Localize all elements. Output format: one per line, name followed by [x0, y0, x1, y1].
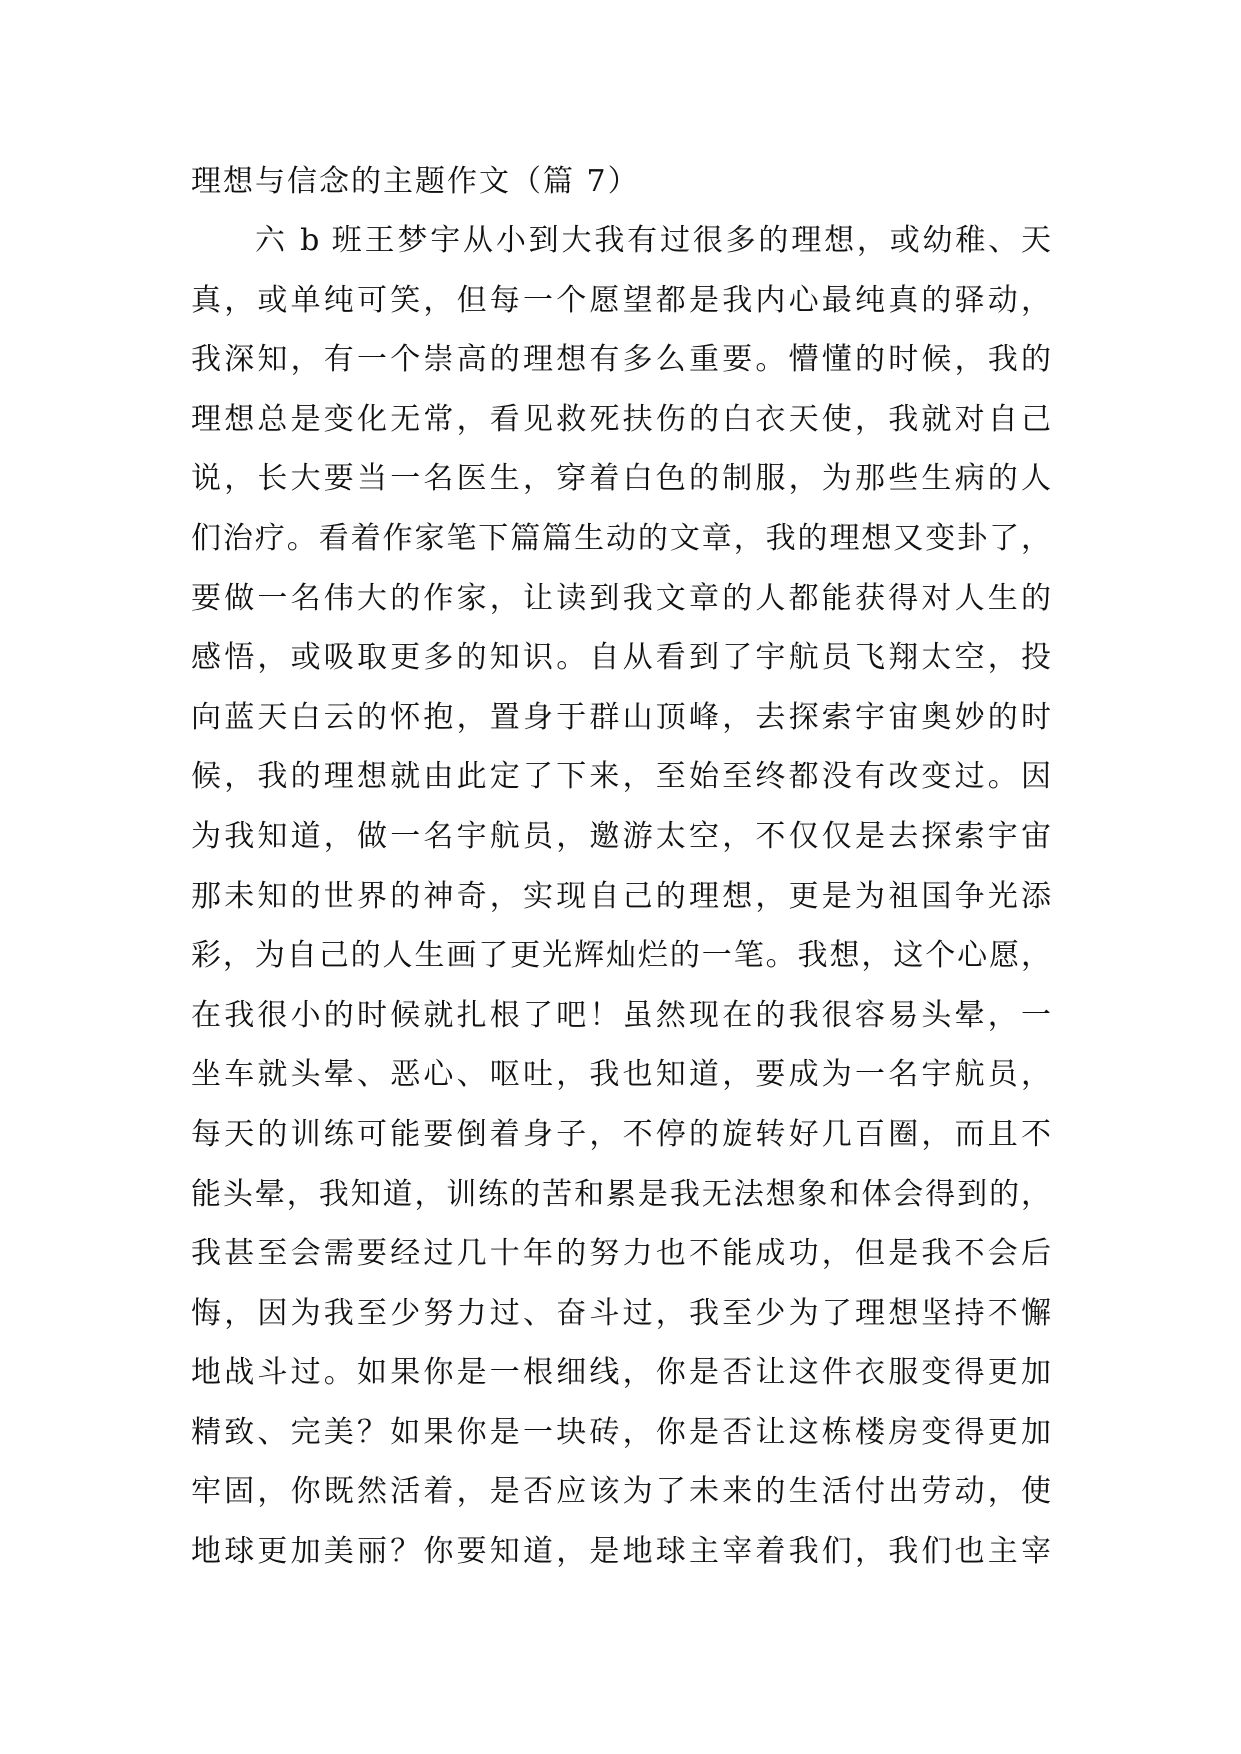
paragraph-line: 我甚至会需要经过几十年的努力也不能成功，但是我不会后	[191, 1236, 1051, 1272]
paragraph-line: 要做一名伟大的作家，让读到我文章的人都能获得对人生的	[191, 580, 1051, 616]
paragraph-line: 在我很小的时候就扎根了吧！虽然现在的我很容易头晕，一	[191, 997, 1051, 1033]
paragraph-line: 真，或单纯可笑，但每一个愿望都是我内心最纯真的驿动，	[191, 282, 1051, 318]
paragraph-line: 牢固，你既然活着，是否应该为了未来的生活付出劳动，使	[191, 1474, 1051, 1510]
paragraph-line: 地战斗过。如果你是一根细线，你是否让这件衣服变得更加	[191, 1355, 1051, 1391]
paragraph-line: 为我知道，做一名宇航员，邀游太空，不仅仅是去探索宇宙	[191, 818, 1051, 854]
paragraph-line: 说，长大要当一名医生，穿着白色的制服，为那些生病的人	[191, 461, 1051, 497]
paragraph-line: 们治疗。看着作家笔下篇篇生动的文章，我的理想又变卦了，	[191, 520, 1051, 556]
document-body	[191, 221, 1051, 1592]
paragraph-line: 我深知，有一个崇高的理想有多么重要。懵懂的时候，我的	[191, 342, 1051, 378]
paragraph-line: 地球更加美丽？你要知道，是地球主宰着我们，我们也主宰	[191, 1534, 1051, 1570]
paragraph-line: 六 b 班王梦宇从小到大我有过很多的理想，或幼稚、天	[255, 223, 1051, 258]
paragraph-line: 那未知的世界的神奇，实现自己的理想，更是为祖国争光添	[191, 878, 1051, 914]
paragraph-line: 感悟，或吸取更多的知识。自从看到了宇航员飞翔太空，投	[191, 640, 1051, 676]
paragraph-line: 理想总是变化无常，看见救死扶伤的白衣天使，我就对自己	[191, 401, 1051, 437]
paragraph-line: 精致、完美？如果你是一块砖，你是否让这栋楼房变得更加	[191, 1414, 1051, 1450]
paragraph-line: 每天的训练可能要倒着身子，不停的旋转好几百圈，而且不	[191, 1116, 1051, 1152]
paragraph-line: 彩，为自己的人生画了更光辉灿烂的一笔。我想，这个心愿，	[191, 938, 1051, 974]
paragraph-line: 坐车就头晕、恶心、呕吐，我也知道，要成为一名宇航员，	[191, 1057, 1051, 1093]
document-title: 理想与信念的主题作文（篇 7）	[191, 164, 640, 199]
paragraph-line: 悔，因为我至少努力过、奋斗过，我至少为了理想坚持不懈	[191, 1295, 1051, 1331]
paragraph-line: 向蓝天白云的怀抱，置身于群山顶峰，去探索宇宙奥妙的时	[191, 699, 1051, 735]
paragraph-line: 候，我的理想就由此定了下来，至始至终都没有改变过。因	[191, 759, 1051, 795]
paragraph-line: 能头晕，我知道，训练的苦和累是我无法想象和体会得到的，	[191, 1176, 1051, 1212]
